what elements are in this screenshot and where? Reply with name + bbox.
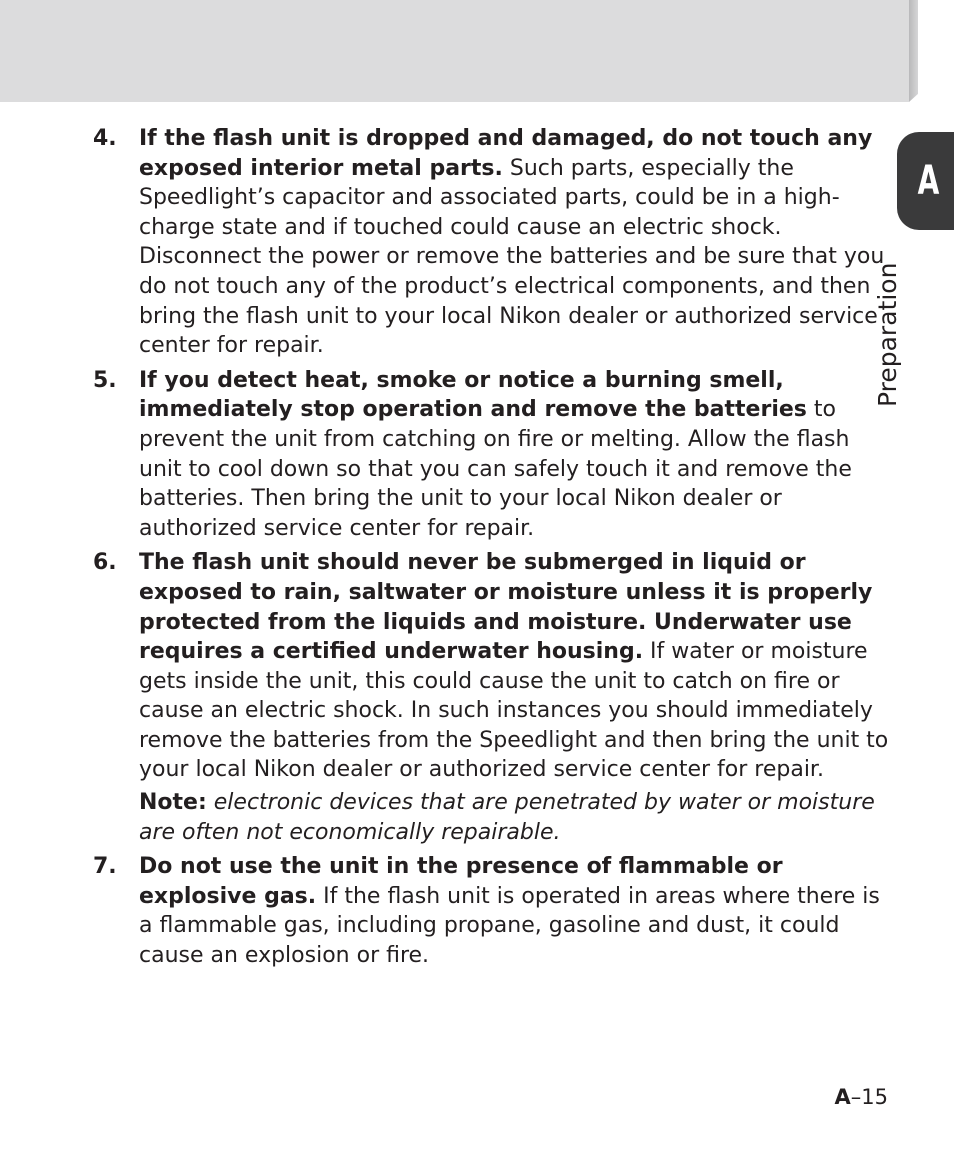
section-tab (897, 132, 954, 230)
header-band-edge (909, 0, 918, 102)
section-side-label: Preparation (873, 262, 902, 407)
item-heading: If you detect heat, smoke or notice a burning smell, immediately stop operation and remove the batteries (139, 367, 807, 423)
header-band (0, 0, 909, 102)
note-text: electronic devices that are penetrated by water or moisture are often not economically repairable. (139, 790, 875, 845)
item-text: If the flash unit is operated in areas where there is a flammable gas, including propane, gasoline and dust, it could cause an explosion or fire. (139, 883, 880, 969)
page-section: A (834, 1085, 851, 1109)
warning-item-6 (93, 548, 893, 785)
page-index: 15 (861, 1085, 888, 1109)
page-number (835, 1083, 889, 1111)
warning-item-5 (93, 366, 893, 544)
note-paragraph (93, 788, 893, 847)
section-tab-letter: A (917, 158, 940, 204)
item-number: 7. (93, 854, 117, 880)
warnings-list (93, 124, 893, 976)
note-label: Note: (139, 790, 207, 816)
item-number: 4. (93, 126, 117, 151)
item-heading: The flash unit should never be submerged in liquid or exposed to rain, saltwater or moisture unless it is properly protected from the liquids and moisture. Underwater use requires a certified underwater housing. (139, 550, 873, 665)
warning-item-7 (93, 852, 893, 970)
item-number: 5. (93, 367, 117, 393)
page-separator: – (850, 1085, 862, 1109)
item-heading: Do not use the unit in the presence of flammable or explosive gas. (139, 854, 783, 909)
item-text: Such parts, especially the Speedlight’s capacitor and associated parts, could be in a high-charge state and if touched could cause an electric shock. Disconnect the power or remove the batteries and be sure that you do not touch any of the product’s electrical components, and then bring the flash unit to your local Nikon dealer or authorized service center for repair. (139, 155, 885, 359)
item-number: 6. (93, 550, 117, 576)
item-heading: If the flash unit is dropped and damaged, do not touch any exposed interior metal parts. (139, 126, 873, 181)
warning-item-4 (93, 124, 893, 361)
item-text: If water or moisture gets inside the unit, this could cause the unit to catch on fire or cause an electric shock. In such instances you should immediately remove the batteries from the Speedlight and then bring the unit to your local Nikon dealer or authorized service center for repair. (139, 639, 889, 783)
item-text: to prevent the unit from catching on fire or melting. Allow the flash unit to cool down so that you can safely touch it and remove the batteries. Then bring the unit to your local Nikon dealer or authorized service center for repair. (139, 397, 852, 541)
